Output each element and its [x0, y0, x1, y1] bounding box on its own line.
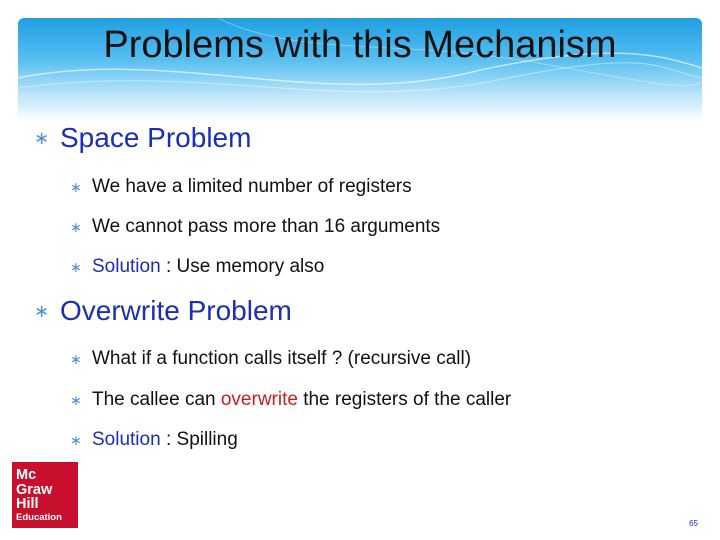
list-item-solution: [70, 256, 324, 278]
item-text: We have a limited number of registers: [92, 176, 412, 197]
bullet-icon: ∗: [34, 127, 50, 148]
logo-line: Graw: [16, 481, 53, 498]
logo-line: Hill: [16, 496, 39, 512]
bullet-icon: ∗: [70, 391, 82, 408]
solution-label: Solution: [92, 256, 161, 277]
item-text: Spilling: [176, 429, 238, 450]
section-heading-text: Space Problem: [60, 122, 252, 153]
logo-line: Mc: [16, 467, 37, 483]
item-text: We cannot pass more than 16 arguments: [92, 216, 441, 237]
list-item-solution: [70, 429, 238, 451]
highlight-word: overwrite: [220, 389, 298, 410]
bullet-icon: ∗: [70, 178, 82, 195]
list-item: [70, 348, 471, 370]
list-item: [70, 216, 440, 238]
item-text-pre: The callee can: [92, 389, 221, 410]
item-text: What if a function calls itself ? (recursive call): [92, 348, 472, 369]
solution-label: Solution: [92, 429, 161, 450]
logo-line: Education: [16, 511, 62, 523]
bullet-icon: ∗: [70, 431, 82, 448]
solution-separator: :: [160, 429, 177, 450]
item-text: Use memory also: [176, 256, 325, 277]
list-item: [70, 176, 412, 198]
mcgraw-hill-logo: [12, 462, 78, 528]
bullet-icon: ∗: [70, 258, 82, 275]
bullet-icon: ∗: [34, 300, 50, 321]
bullet-icon: ∗: [70, 350, 82, 367]
bullet-icon: ∗: [70, 218, 82, 235]
solution-separator: :: [160, 256, 177, 277]
section-heading-overwrite-problem: [34, 295, 292, 327]
page-number: 65: [689, 519, 698, 528]
section-heading-space-problem: [34, 122, 251, 154]
slide-title: Problems with this Mechanism: [103, 24, 617, 66]
section-heading-text: Overwrite Problem: [60, 295, 292, 326]
item-text-post: the registers of the caller: [297, 389, 512, 410]
list-item: [70, 389, 511, 411]
